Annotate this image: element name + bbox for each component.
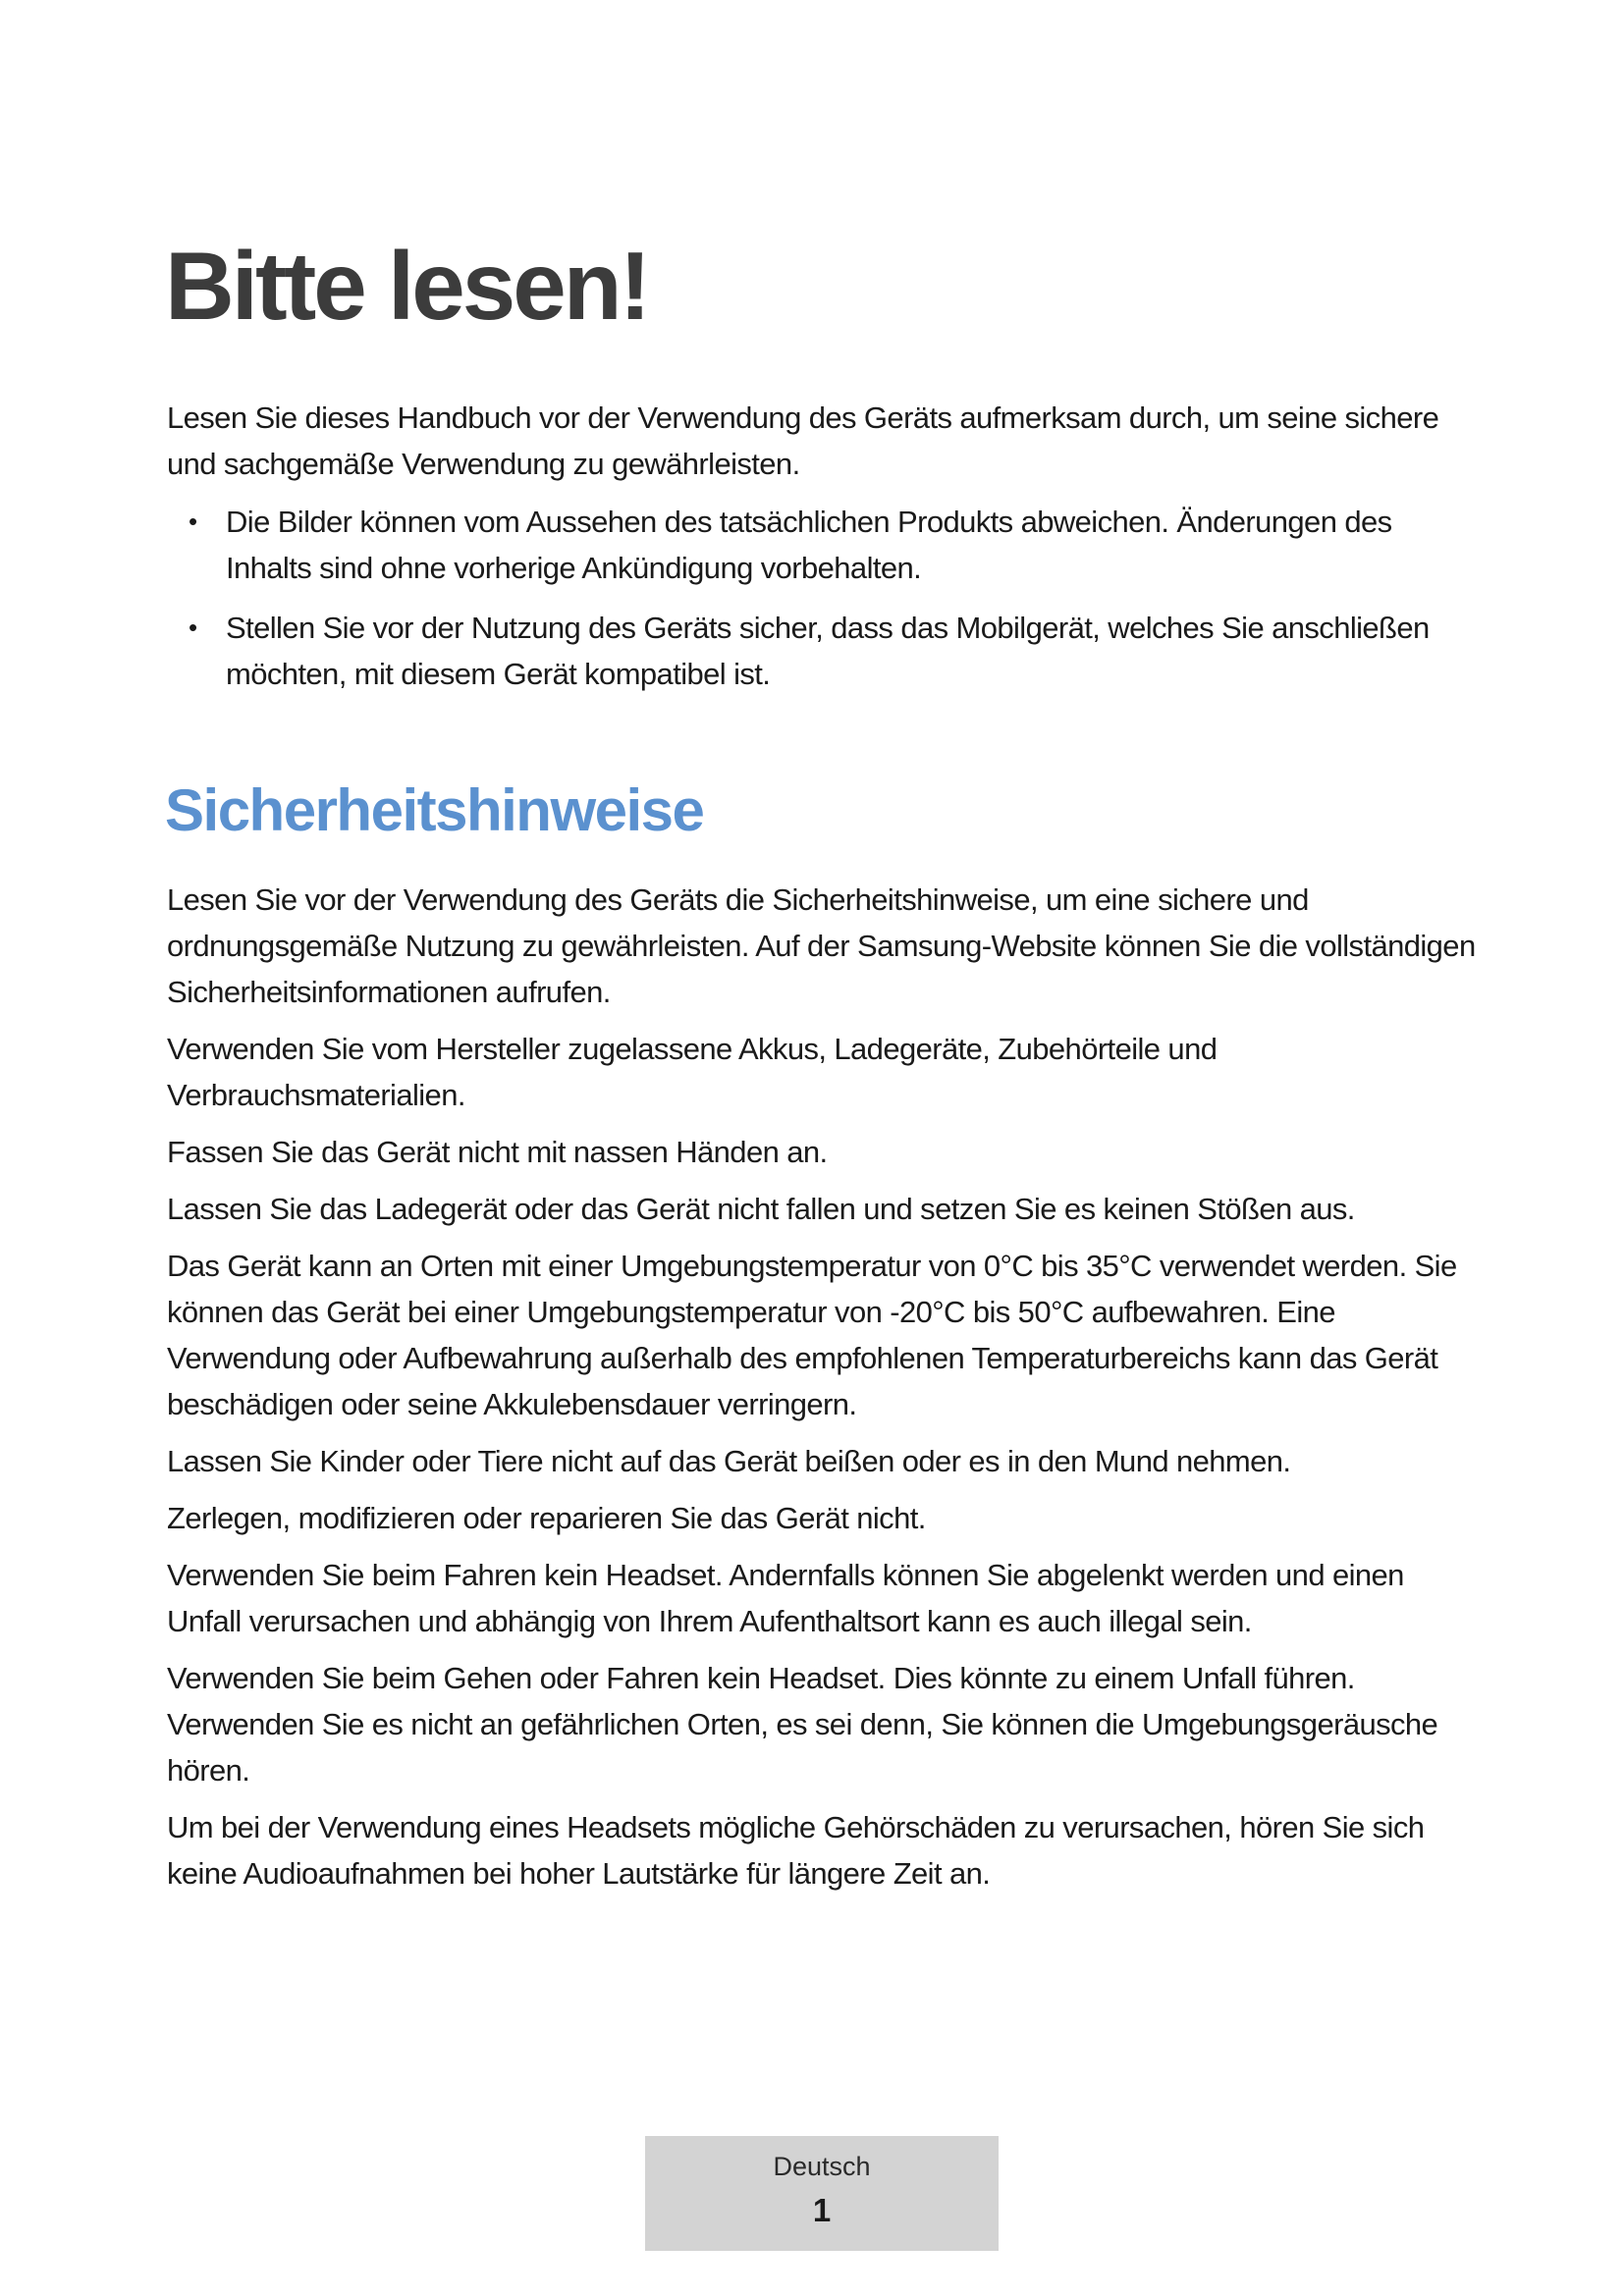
safety-paragraph: Um bei der Verwendung eines Headsets mögliche Gehörschäden zu verursachen, hören Sie sich keine Audioaufnahmen bei hoher Lautstärke für längere Zeit an.	[167, 1810, 1425, 1891]
section-heading-safety: Sicherheitshinweise	[165, 777, 704, 843]
notice-bullet-list	[167, 499, 1473, 711]
safety-paragraph: Fassen Sie das Gerät nicht mit nassen Händen an.	[167, 1135, 828, 1169]
safety-paragraph: Verwenden Sie beim Fahren kein Headset. Andernfalls können Sie abgelenkt werden und einen Unfall verursachen und abhängig von Ihrem Aufenthaltsort kann es auch illegal sein.	[167, 1558, 1404, 1638]
safety-paragraph: Zerlegen, modifizieren oder reparieren Sie das Gerät nicht.	[167, 1501, 926, 1535]
safety-paragraph: Lesen Sie vor der Verwendung des Geräts die Sicherheitshinweise, um eine sichere und ordnungsgemäße Nutzung zu gewährleisten. Auf der Samsung-Website können Sie die vollständigen Sicherheitsinformationen aufrufen.	[167, 882, 1476, 1009]
footer-language: Deutsch	[773, 2152, 871, 2181]
safety-paragraph: Verwenden Sie vom Hersteller zugelassene Akkus, Ladegeräte, Zubehörteile und Verbrauchsmaterialien.	[167, 1032, 1218, 1112]
safety-paragraph: Verwenden Sie beim Gehen oder Fahren kein Headset. Dies könnte zu einem Unfall führen. Verwenden Sie es nicht an gefährlichen Orten, es sei denn, Sie können die Umgebungsgeräusche hören.	[167, 1661, 1438, 1788]
bullet-text: Die Bilder können vom Aussehen des tatsächlichen Produkts abweichen. Änderungen des Inhalts sind ohne vorherige Ankündigung vorbehalten.	[226, 505, 1392, 585]
safety-paragraph: Lassen Sie Kinder oder Tiere nicht auf das Gerät beißen oder es in den Mund nehmen.	[167, 1444, 1291, 1478]
bullet-item	[167, 605, 1473, 697]
safety-paragraphs	[167, 877, 1483, 1907]
intro-paragraph: Lesen Sie dieses Handbuch vor der Verwendung des Geräts aufmerksam durch, um seine sichere und sachgemäße Verwendung zu gewährleisten.	[167, 400, 1439, 481]
page-title: Bitte lesen!	[165, 232, 649, 340]
bullet-icon: •	[189, 613, 197, 642]
page-footer	[645, 2136, 999, 2251]
bullet-text: Stellen Sie vor der Nutzung des Geräts sicher, dass das Mobilgerät, welches Sie anschließen möchten, mit diesem Gerät kompatibel ist.	[226, 611, 1430, 691]
bullet-icon: •	[189, 507, 197, 536]
bullet-item	[167, 499, 1473, 591]
safety-paragraph: Das Gerät kann an Orten mit einer Umgebungstemperatur von 0°C bis 35°C verwendet werden. Sie können das Gerät bei einer Umgebungstemperatur von -20°C bis 50°C aufbewahren. Eine Verwendung oder Aufbewahrung außerhalb des empfohlenen Temperaturbereichs kann das Gerät beschädigen oder seine Akkulebensdauer verringern.	[167, 1249, 1457, 1421]
safety-paragraph: Lassen Sie das Ladegerät oder das Gerät nicht fallen und setzen Sie es keinen Stößen aus.	[167, 1192, 1355, 1226]
footer-page-number: 1	[812, 2192, 832, 2228]
